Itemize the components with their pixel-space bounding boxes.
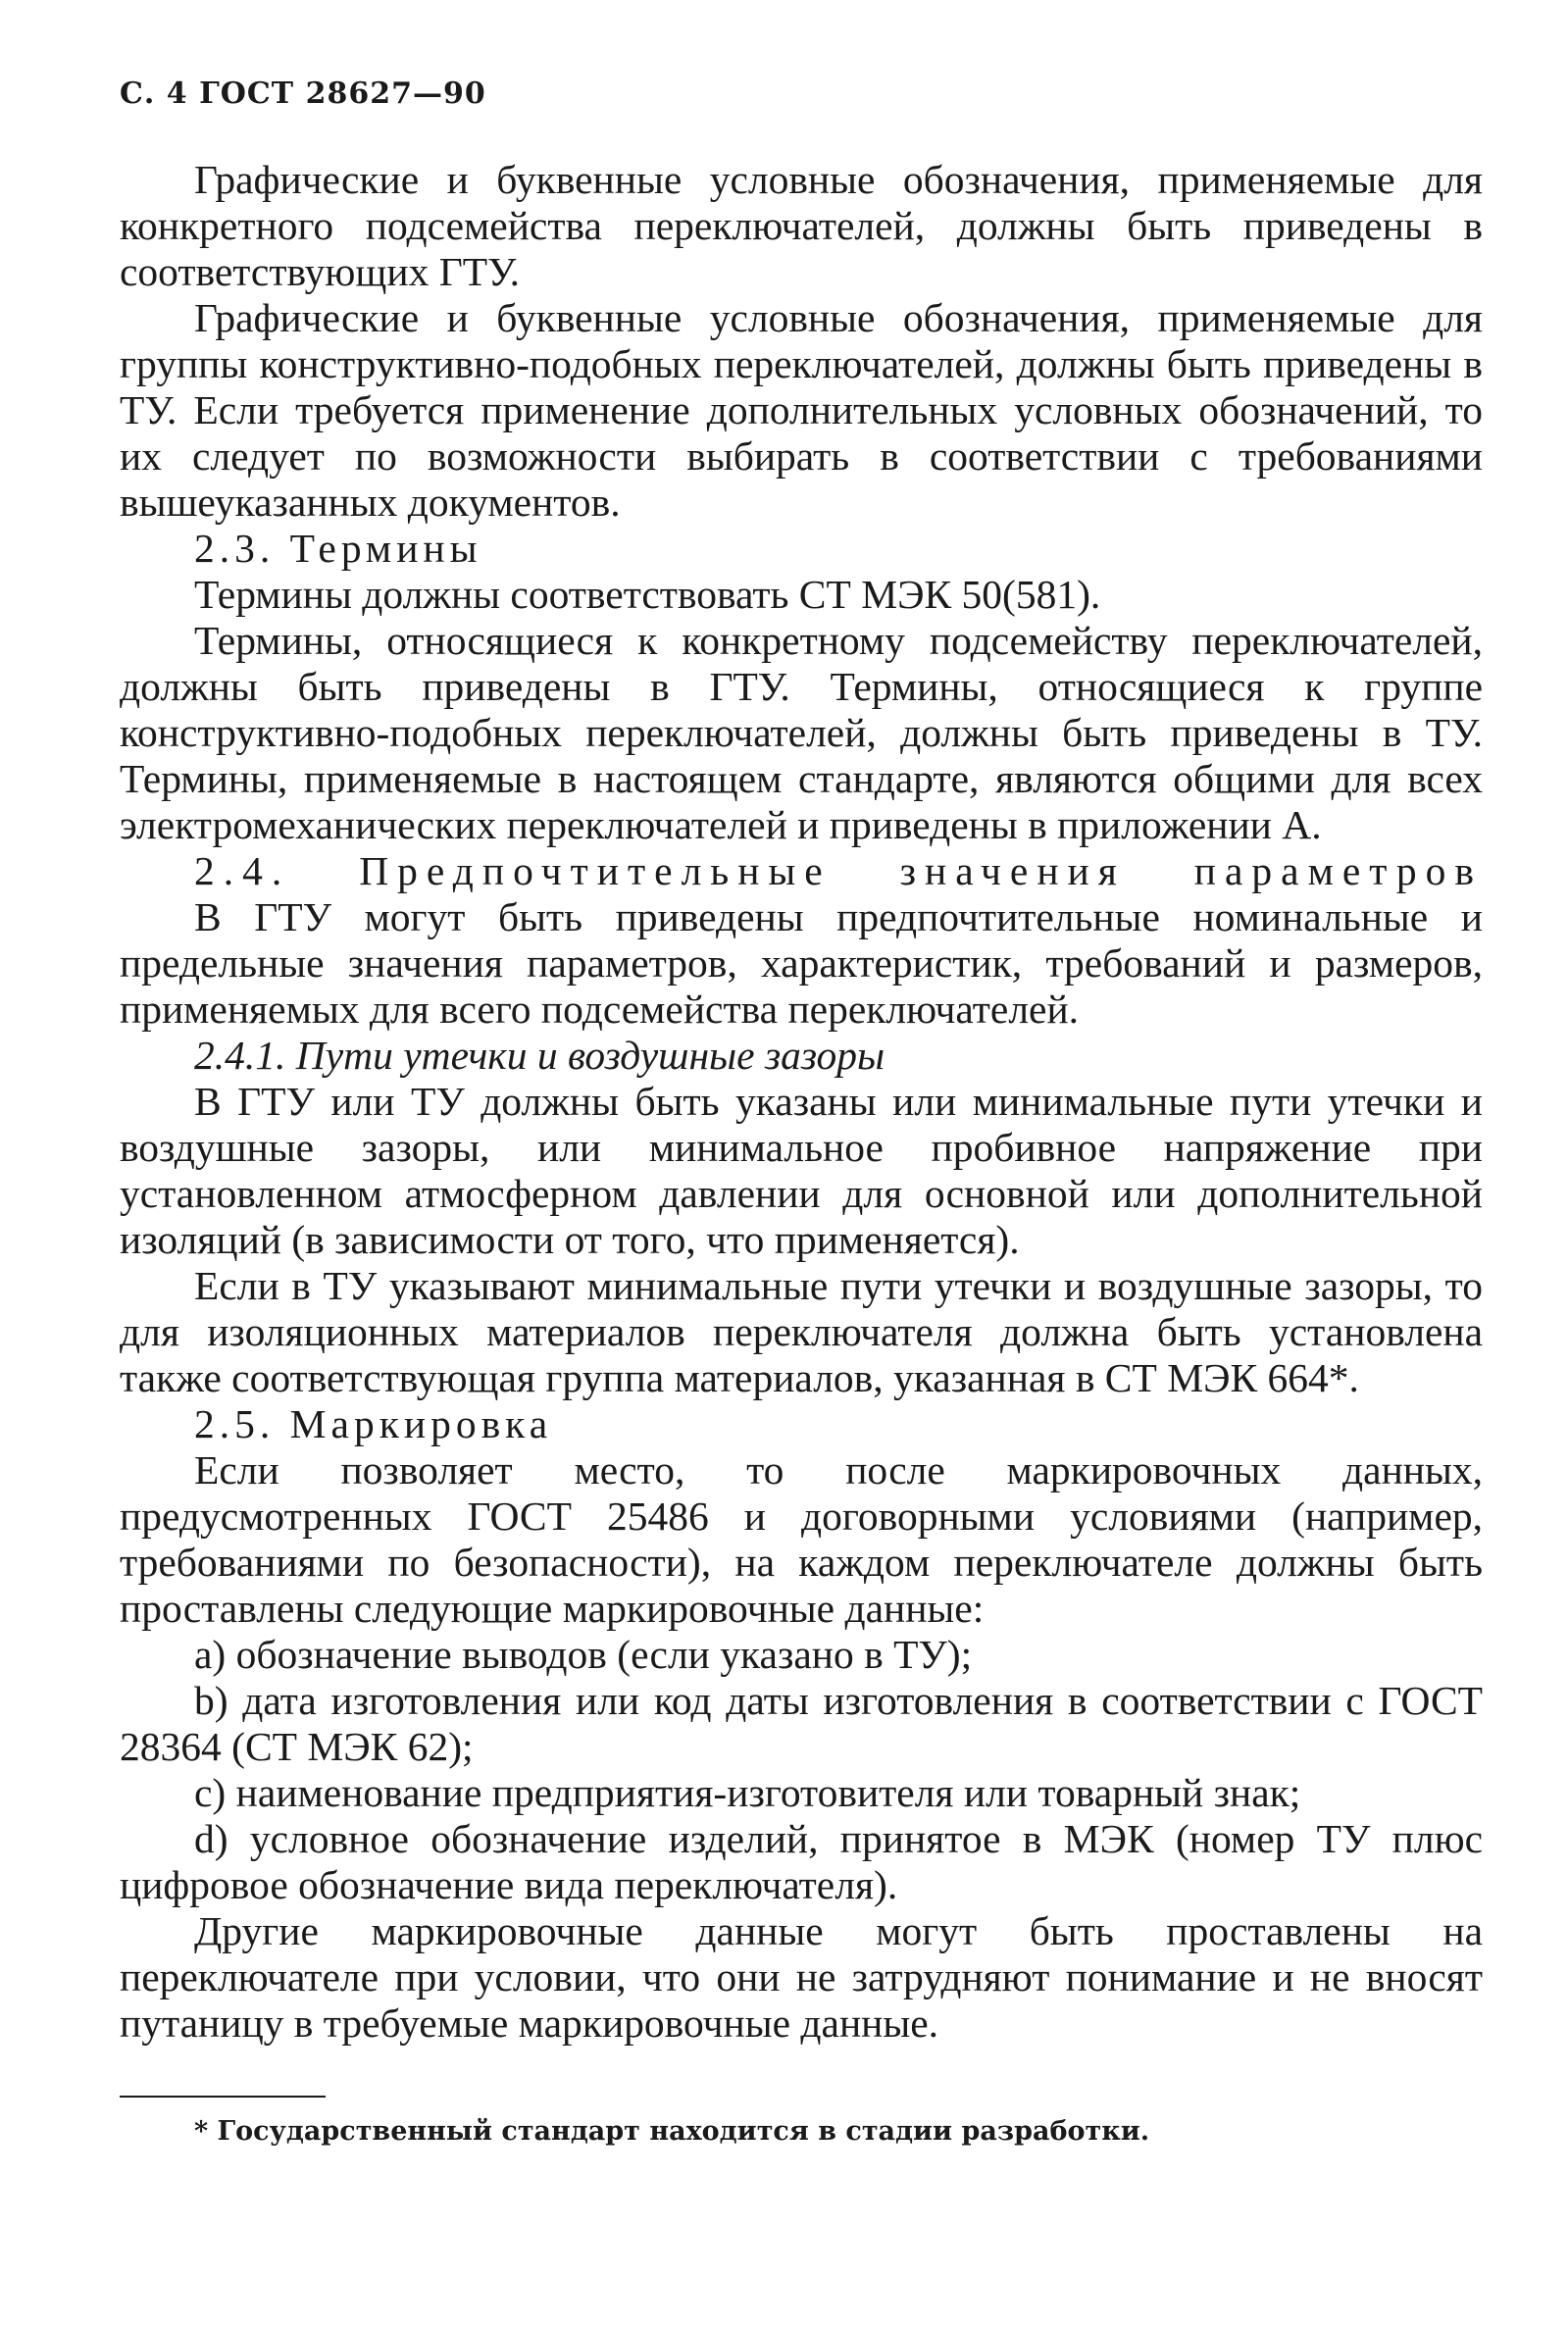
page-header: С. 4 ГОСТ 28627—90 <box>120 76 486 111</box>
paragraph-terms-details: Термины, относящиеся к конкретному подсемейству переключателей, должны быть приведены в ГТУ. Термины, относящиеся к группе конструктивно-подобных переключателей, должны быть приведены в ТУ. Термины, применяемые в настоящем стандарте, являются общими для всех электромеханических переключателей и приведены в приложении А. <box>120 618 1483 847</box>
list-item-a: a) обозначение выводов (если указано в ТУ); <box>194 1632 973 1677</box>
list-item-d: d) условное обозначение изделий, принятое в МЭК (номер ТУ плюс цифровое обозначение вида переключателя). <box>120 1816 1483 1907</box>
list-item-c: c) наименование предприятия-изготовителя или товарный знак; <box>194 1770 1301 1815</box>
section-heading-marking: 2.5. Маркировка <box>194 1401 553 1446</box>
paragraph-other-marking: Другие маркировочные данные могут быть проставлены на переключателе при условии, что они не затрудняют понимание и не вносят путаницу в требуемые маркировочные данные. <box>120 1908 1483 2046</box>
subsection-heading-creepage: 2.4.1. Пути утечки и воздушные зазоры <box>194 1033 885 1078</box>
paragraph-creepage-requirements: В ГТУ или ТУ должны быть указаны или минимальные пути утечки и воздушные зазоры, или минимальное пробивное напряжение при установленном атмосферном давлении для основной или дополнительной изоляций (в зависимости от того, что применяется). <box>120 1079 1483 1262</box>
footnote: * Государственный стандарт находится в стадии разработки. <box>194 2116 1150 2147</box>
document-body <box>120 157 1483 2047</box>
section-heading-preferred-values: 2.4. Предпочтительные значения параметров <box>194 848 1483 893</box>
paragraph-terms-standard: Термины должны соответствовать СТ МЭК 50(581). <box>194 572 1101 617</box>
paragraph-graphic-symbols-tu: Графические и буквенные условные обозначения, применяемые для группы конструктивно-подобных переключателей, должны быть приведены в ТУ. Если требуется применение дополнительных условных обозначений, то их следует по возможности выбирать в соответствии с требованиями вышеуказанных документов. <box>120 295 1483 525</box>
footnote-divider <box>120 2096 326 2098</box>
paragraph-marking-intro: Если позволяет место, то после маркировочных данных, предусмотренных ГОСТ 25486 и договорными условиями (например, требованиями по безопасности), на каждом переключателе должны быть проставлены следующие маркировочные данные: <box>120 1447 1483 1631</box>
paragraph-insulation-materials: Если в ТУ указывают минимальные пути утечки и воздушные зазоры, то для изоляционных материалов переключателя должна быть установлена также соответствующая группа материалов, указанная в СТ МЭК 664*. <box>120 1263 1483 1400</box>
list-item-b: b) дата изготовления или код даты изготовления в соответствии с ГОСТ 28364 (СТ МЭК 62); <box>120 1678 1483 1769</box>
paragraph-preferred-values: В ГТУ могут быть приведены предпочтительные номинальные и предельные значения параметров, характеристик, требований и размеров, применяемых для всего подсемейства переключателей. <box>120 894 1483 1032</box>
section-heading-terms: 2.3. Термины <box>194 526 482 571</box>
paragraph-graphic-symbols-gtu: Графические и буквенные условные обозначения, применяемые для конкретного подсемейства переключателей, должны быть приведены в соответствующих ГТУ. <box>120 157 1483 294</box>
